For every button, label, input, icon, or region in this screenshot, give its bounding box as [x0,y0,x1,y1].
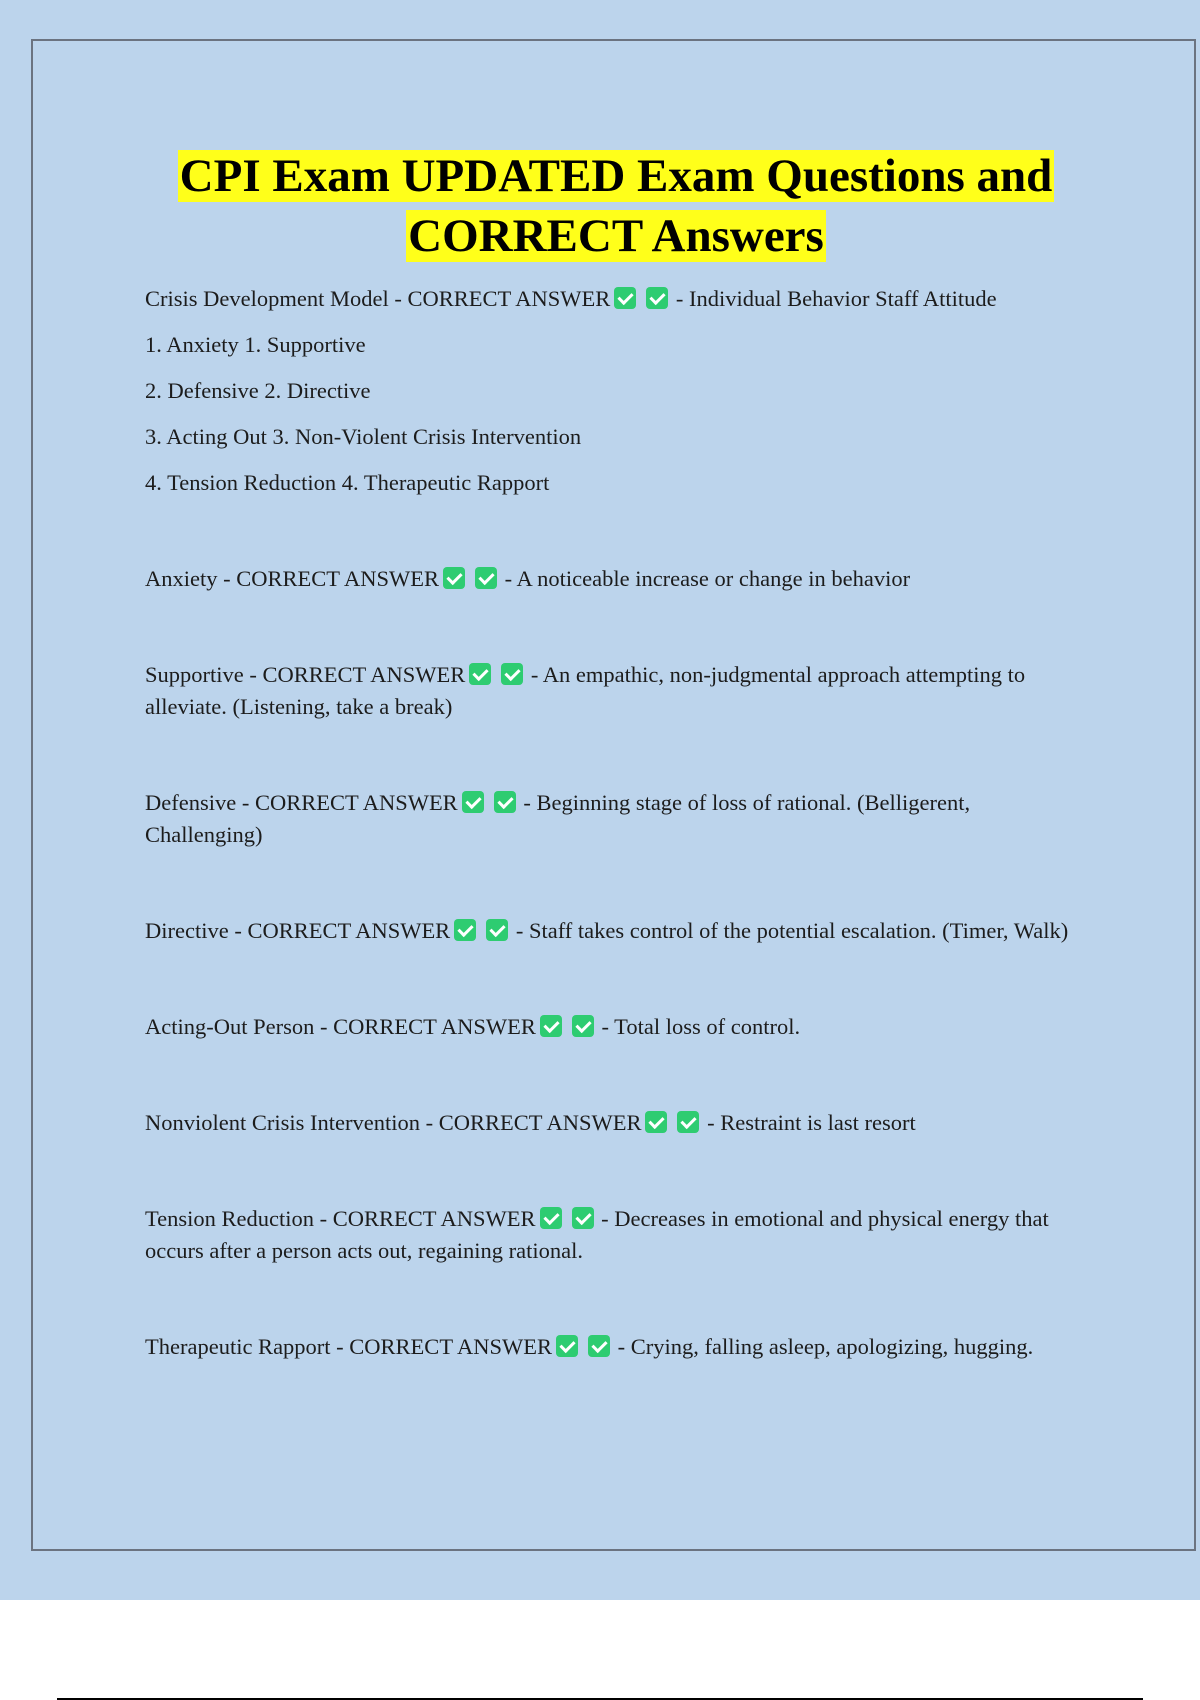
term-label: Directive - CORRECT ANSWER [145,918,451,943]
answer-text: - Beginning stage of loss of rational. (Belligerent, Challenging) [145,790,971,847]
check-icon [475,567,497,589]
term-label: Supportive - CORRECT ANSWER [145,662,466,687]
check-icon [454,919,476,941]
check-icon [677,1111,699,1133]
check-icon [588,1335,610,1357]
check-icon [501,663,523,685]
crisis-model-heading [145,283,1080,315]
qa-item-acting-out-person [145,1011,1080,1043]
check-icon [572,1207,594,1229]
qa-item-nonviolent-crisis-intervention [145,1107,1080,1139]
check-icon [540,1207,562,1229]
answer-text: - Restraint is last resort [701,1110,916,1135]
document-body [145,283,1080,1363]
term-label: Acting-Out Person - CORRECT ANSWER [145,1014,536,1039]
answer-text: - Staff takes control of the potential escalation. (Timer, Walk) [510,918,1069,943]
qa-item-supportive [145,659,1080,723]
check-icon [646,287,668,309]
check-icon [486,919,508,941]
check-icon [540,1015,562,1037]
answer-text: - A noticeable increase or change in behavior [498,566,911,591]
crisis-model-item: 3. Acting Out 3. Non-Violent Crisis Intervention [145,424,582,449]
answer-text: - Total loss of control. [595,1014,801,1039]
answer-text: - An empathic, non-judgmental approach attempting to alleviate. (Listening, take a break) [145,662,1026,719]
crisis-model-item: 4. Tension Reduction 4. Therapeutic Rapport [145,470,550,495]
qa-item-defensive [145,787,1080,851]
check-icon [494,791,516,813]
check-icon [469,663,491,685]
check-icon [556,1335,578,1357]
title-line-1: CPI Exam UPDATED Exam Questions and [179,150,1053,202]
crisis-model-item: 1. Anxiety 1. Supportive [145,332,366,357]
answer-text: - Crying, falling asleep, apologizing, hugging. [612,1334,1034,1359]
title-line-2: CORRECT Answers [408,210,824,262]
check-icon [614,287,636,309]
check-icon [645,1111,667,1133]
check-icon [462,791,484,813]
term-label: Defensive - CORRECT ANSWER [145,790,458,815]
term-label: Nonviolent Crisis Intervention - CORRECT ANSWER [145,1110,642,1135]
check-icon [572,1015,594,1037]
qa-item-tension-reduction [145,1203,1080,1267]
qa-item-anxiety [145,563,1080,595]
term-label: Therapeutic Rapport - CORRECT ANSWER [145,1334,553,1359]
crisis-model-item: 2. Defensive 2. Directive [145,378,371,403]
term-label: Tension Reduction - CORRECT ANSWER [145,1206,536,1231]
qa-item-directive [145,915,1080,947]
term-label: Crisis Development Model - CORRECT ANSWER [145,286,611,311]
term-label: Anxiety - CORRECT ANSWER [145,566,439,591]
qa-item-therapeutic-rapport [145,1331,1080,1363]
answer-text: - Individual Behavior Staff Attitude [670,286,997,311]
answer-text: - Decreases in emotional and physical energy that occurs after a person acts out, regaining rational. [145,1206,1049,1263]
check-icon [443,567,465,589]
document-title [130,146,1102,266]
